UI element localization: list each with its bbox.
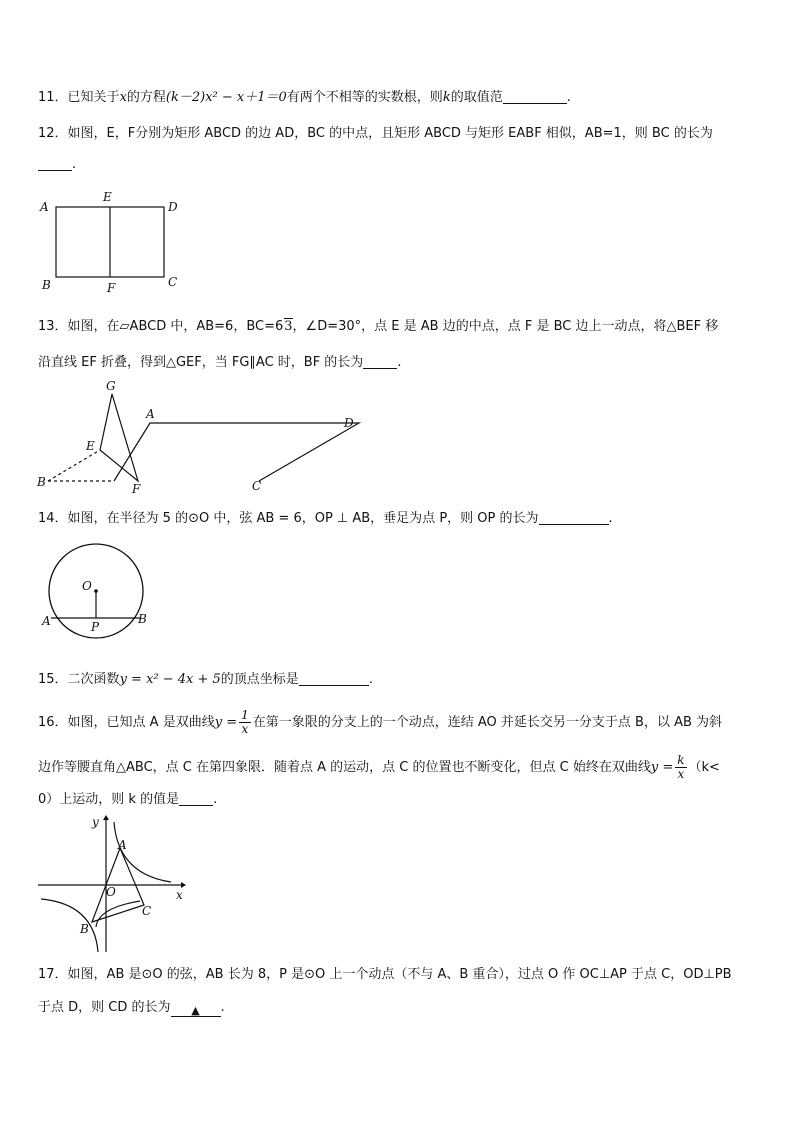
answer-blank	[179, 791, 213, 806]
answer-blank	[299, 671, 369, 686]
triangle-gef	[100, 394, 138, 481]
answer-blank	[363, 354, 397, 369]
label-c: C	[252, 479, 262, 493]
label-f: F	[107, 281, 116, 295]
question-17: 17．如图，AB 是⊙O 的弦，AB 长为 8，P 是⊙O 上一个动点（不与 A、B 重合），过点 O 作 OC⊥AP 于点 C，OD⊥PB	[38, 967, 732, 982]
label-b: B	[37, 475, 46, 489]
question-12: 12．如图，E，F分别为矩形 ABCD 的边 AD，BC 的中点，且矩形 ABCD 与矩形 EABF 相似，AB=1，则 BC 的长为	[38, 126, 713, 141]
question-15: 15．二次函数y = x² − 4x + 5的顶点坐标是 .	[38, 672, 373, 687]
label-a: A	[118, 838, 127, 852]
label-c: C	[142, 904, 152, 918]
hyperbola-figure	[36, 812, 196, 962]
hyperbola-branch-third-quadrant	[41, 899, 98, 952]
question-13: 13．如图，在▱ABCD 中，AB=6，BC=63，∠D=30°，点 E 是 AB 边的中点，点 F 是 BC 边上一动点，将△BEF 移	[38, 319, 719, 334]
q11-equation: (k－2)x² − x＋1＝0	[165, 90, 287, 105]
label-g: G	[106, 379, 116, 393]
question-11: 11．已知关于x的方程(k－2)x² − x＋1＝0有两个不相等的实数根，则k的取值范 .	[38, 90, 571, 105]
q11-number: 11．	[38, 90, 68, 105]
parallelogram-figure	[34, 378, 364, 496]
sqrt-3: 3	[284, 319, 293, 334]
fraction-k-over-x: $\frac{k}{x}$	[677, 753, 685, 781]
label-b: B	[80, 922, 89, 936]
label-e: E	[86, 439, 95, 453]
question-14: 14．如图，在半径为 5 的⊙O 中，弦 AB = 6，OP ⊥ AB，垂足为点 P，则 OP 的长为 .	[38, 511, 613, 526]
label-c: C	[168, 275, 178, 289]
label-d: D	[344, 416, 354, 430]
fraction-1-over-x: $\frac{1}{x}$	[241, 708, 249, 736]
question-16: 16．如图，已知点 A 是双曲线y = $\frac{1}{x}$ 在第一象限的分支上的一个动点，连结 AO 并延长交另一分支于点 B，以 AB 为斜	[38, 708, 723, 736]
label-d: D	[168, 200, 178, 214]
parallelogram-abcd	[114, 423, 359, 481]
label-a: A	[42, 614, 51, 628]
segment-be-dashed	[48, 450, 100, 481]
q15-equation: y = x² − 4x + 5	[119, 672, 221, 687]
label-e: E	[103, 190, 112, 204]
label-y: y	[92, 815, 99, 829]
answer-blank	[503, 89, 567, 104]
label-b: B	[42, 278, 51, 292]
label-a: A	[40, 200, 49, 214]
label-a: A	[146, 407, 155, 421]
label-x: x	[176, 888, 183, 902]
rectangle-figure	[36, 190, 186, 296]
label-p: P	[91, 620, 100, 634]
answer-blank	[38, 156, 72, 171]
label-o: O	[106, 885, 116, 899]
circle-figure	[38, 540, 158, 640]
label-o: O	[82, 579, 92, 593]
label-b: B	[138, 612, 147, 626]
answer-blank	[539, 510, 609, 525]
answer-blank-triangle-icon: ▲	[171, 1002, 221, 1017]
center-point	[94, 589, 98, 593]
hyperbola-branch-first-quadrant	[114, 822, 171, 882]
label-f: F	[132, 482, 141, 496]
y-axis-arrow	[103, 815, 109, 820]
